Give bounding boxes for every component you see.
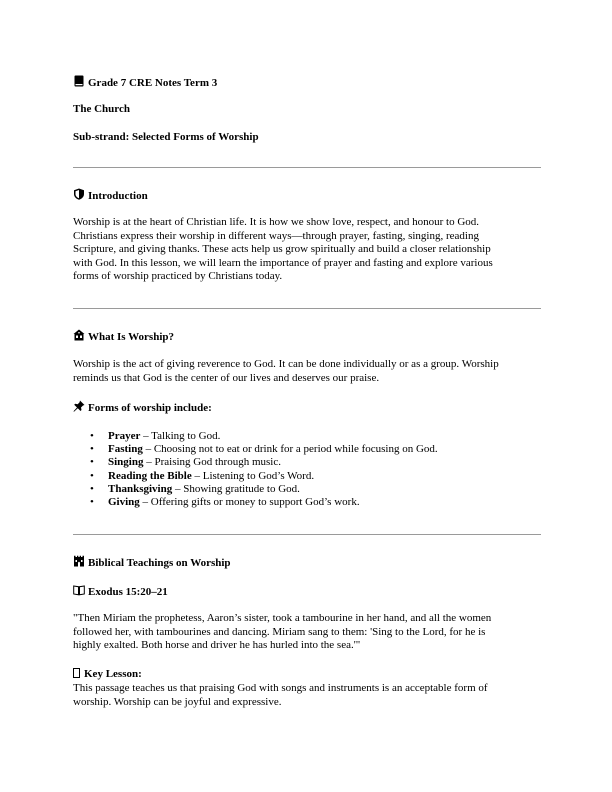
scripture-reference: Exodus 15:20–21 [73, 584, 168, 600]
book-icon [73, 75, 85, 87]
key-lesson-heading: Key Lesson: [73, 668, 142, 682]
what-is-worship-paragraph: Worship is the act of giving reverence to God. It can be done individually or as a group. Worship reminds us that God is the center of our lives and deserves our praise. [73, 358, 499, 384]
topic-title: The Church [73, 103, 130, 115]
placeholder-glyph-icon [73, 668, 80, 678]
list-item: • Reading the Bible – Listening to God’s Word. [108, 470, 541, 483]
what-is-worship-heading: What Is Worship? [73, 329, 174, 345]
list-item: • Singing – Praising God through music. [108, 456, 541, 469]
divider [73, 308, 541, 309]
divider [73, 167, 541, 168]
list-item: • Fasting – Choosing not to eat or drink for a period while focusing on God. [108, 443, 541, 456]
document-title [73, 75, 217, 91]
key-lesson-paragraph: This passage teaches us that praising God with songs and instruments is an acceptable form of worship. Worship can be joyful and expressive. [73, 682, 488, 708]
title-text: Grade 7 CRE Notes Term 3 [88, 77, 218, 89]
divider [73, 534, 541, 535]
list-item: • Giving – Offering gifts or money to support God’s work. [108, 496, 541, 509]
pushpin-icon [73, 400, 85, 412]
church-icon [73, 329, 85, 341]
introduction-paragraph: Worship is at the heart of Christian life. It is how we show love, respect, and honour to God. Christians express their worship in different ways—through prayer, fasting, singing, reading Scripture, and giving thanks. These acts help us grow spiritually and build a closer relationship with God. In this lesson, we will learn the importance of prayer and fasting and explore various forms of worship practiced by Christians today. [73, 216, 493, 282]
chapel-icon [73, 555, 85, 567]
forms-list [73, 430, 541, 509]
biblical-teachings-heading: Biblical Teachings on Worship [73, 555, 231, 571]
scripture-quote: "Then Miriam the prophetess, Aaron’s sister, took a tambourine in her hand, and all the women followed her, with tambourines and dancing. Miriam sang to them: 'Sing to the Lord, for he is highly exalted. Both horse and driver he has hurled into the sea.'" [73, 612, 492, 651]
forms-heading: Forms of worship include: [73, 400, 212, 416]
open-book-icon [73, 584, 85, 596]
substrand-title: Sub-strand: Selected Forms of Worship [73, 131, 259, 143]
introduction-heading: Introduction [73, 188, 148, 204]
list-item: • Prayer – Talking to God. [108, 430, 541, 443]
shield-icon [73, 188, 85, 200]
list-item: • Thanksgiving – Showing gratitude to God. [108, 483, 541, 496]
